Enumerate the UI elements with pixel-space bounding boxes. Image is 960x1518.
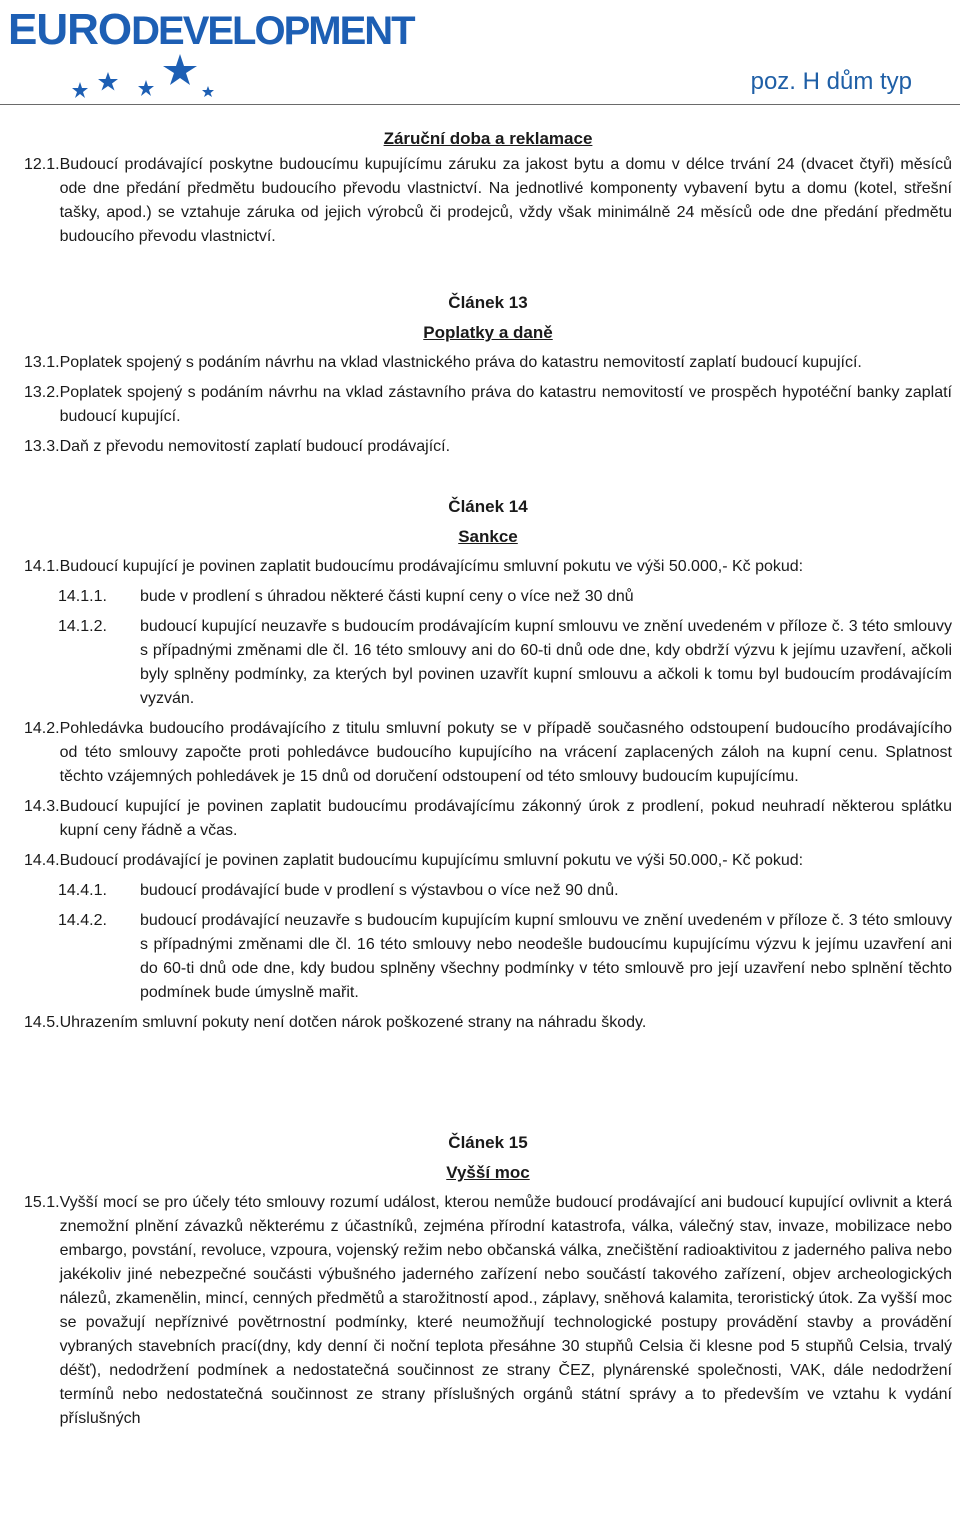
section-title-warranty: Záruční doba a reklamace (383, 129, 593, 148)
clause-14-1-2 (58, 615, 952, 711)
article-14-heading: Článek 14 (448, 497, 528, 516)
clause-12-1 (24, 153, 952, 249)
clause-text: Poplatek spojený s podáním návrhu na vklad vlastnického práva do katastru nemovitostí zaplatí budoucí kupující. (59, 354, 862, 371)
clause-text: Uhrazením smluvní pokuty není dotčen nárok poškozené strany na náhradu škody. (59, 1014, 647, 1031)
stars-icon (68, 52, 248, 102)
clause-14-1-1 (58, 585, 952, 609)
clause-14-3 (24, 795, 952, 843)
logo-euro: EURO (8, 5, 132, 54)
clause-number: 14.1.1. (58, 588, 107, 605)
clause-number: 14.2. (24, 720, 60, 737)
clause-15-1 (24, 1191, 952, 1431)
logo-wordmark (8, 6, 414, 55)
clause-13-3 (24, 435, 952, 459)
clause-13-2 (24, 381, 952, 429)
clause-text: Daň z převodu nemovitostí zaplatí budoucí prodávající. (59, 438, 451, 455)
clause-number: 12.1. (24, 156, 60, 173)
clause-number: 13.2. (24, 384, 60, 401)
clause-number: 14.4.1. (58, 882, 107, 899)
clause-text: Vyšší mocí se pro účely této smlouvy rozumí událost, kterou nemůže budoucí prodávající ani budoucí kupující ovlivnit a která znemožní plnění závazků některému z účastníků, zejména přírodní katastrofa, válka, válečný stav, invaze, mobilizace nebo embargo, povstání, revoluce, vzpoura, vojenský režim nebo občanská válka, znečištění radioaktivitou z jaderného paliva nebo jakékoliv jiné nebezpečné součásti výbušného jaderného zařízení nebo součástí takového zařízení, objev archeologických nálezů, zkamenělin, mincí, cenných předmětů a starožitností apod., záplavy, sněhová kalamita, teroristický útok. Za vyšší moc se považují nepříznivé povětrnostní podmínky, které neumožňují technologické postupy provádění stavby a provádění vybraných stavebních prací(dny, kdy denní či noční teplota přesáhne 30 stupňů Celsia či klesne pod 5 stupňů Celsia, trvalý déšť), nedodržení podmínek a nedostatečná součinnost ze strany ČEZ, plynárenské společnosti, VAK, dále nedodržení termínů nebo nedostatečná součinnost ze strany příslušných orgánů státní správy a to především ve vztahu k vydání příslušných (59, 1194, 952, 1427)
clause-number: 14.3. (24, 798, 60, 815)
clause-13-1 (24, 351, 952, 375)
clause-text: Budoucí kupující je povinen zaplatit budoucímu prodávajícímu smluvní pokutu ve výši 50.000,- Kč pokud: (59, 558, 804, 575)
page-header (0, 0, 960, 108)
article-13-title: Poplatky a daně (423, 323, 553, 342)
article-15-title: Vyšší moc (446, 1163, 530, 1182)
clause-number: 14.4. (24, 852, 60, 869)
clause-text: Poplatek spojený s podáním návrhu na vklad zástavního práva do katastru nemovitostí ve prospěch hypotéční banky zaplatí budoucí kupující. (59, 384, 952, 425)
company-logo (8, 5, 414, 102)
clause-text: Pohledávka budoucího prodávajícího z titulu smluvní pokuty se v případě současného odstoupení budoucího prodávajícího od této smlouvy započte proti pohledávce budoucího kupujícího na vrácení zaplacených záloh na kupní cenu. Splatnost těchto vzájemných pohledávek je 15 dnů od doručení odstoupení od této smlouvy budoucím kupujícímu. (59, 720, 952, 785)
clause-14-4-1 (58, 879, 952, 903)
clause-number: 14.4.2. (58, 912, 107, 929)
header-divider (0, 104, 960, 105)
document-body (24, 120, 952, 1431)
clause-text: bude v prodlení s úhradou některé části kupní ceny o více než 30 dnů (140, 588, 634, 605)
clause-text: Budoucí prodávající poskytne budoucímu kupujícímu záruku za jakost bytu a domu v délce trvání 24 (dvacet čtyři) měsíců ode dne předání předmětu budoucího převodu vlastnictví. Na jednotlivé komponenty vybavení bytu a domu (kotel, střešní tašky, apod.) se vztahuje záruka od jejich výrobců či prodejců, vždy však minimálně 24 měsíců ode dne předání předmětu budoucího převodu vlastnictví. (59, 156, 952, 245)
clause-text: Budoucí kupující je povinen zaplatit budoucímu prodávajícímu zákonný úrok z prodlení, pokud neuhradí některou splátku kupní ceny řádně a včas. (59, 798, 952, 839)
clause-number: 15.1. (24, 1194, 60, 1211)
clause-14-5 (24, 1011, 952, 1035)
clause-number: 14.5. (24, 1014, 60, 1031)
document-label: poz. H dům typ (750, 68, 912, 95)
clause-text: budoucí prodávající bude v prodlení s výstavbou o více než 90 dnů. (140, 882, 619, 899)
clause-text: budoucí prodávající neuzavře s budoucím kupujícím kupní smlouvu ve znění uvedeném v příloze č. 3 této smlouvy s případnými změnami dle čl. 16 této smlouvy nebo neodešle budoucímu kupujícímu výzvu k jejímu uzavření ani do 60-ti dnů ode dne, kdy budou splněny všechny podmínky v této smlouvě pro její uzavření nebo splnění těchto podmínek bude úmyslně mařit. (140, 912, 952, 1001)
clause-14-1 (24, 555, 952, 579)
article-14-title: Sankce (458, 527, 518, 546)
clause-number: 13.1. (24, 354, 60, 371)
clause-number: 14.1. (24, 558, 60, 575)
clause-text: Budoucí prodávající je povinen zaplatit budoucímu kupujícímu smluvní pokutu ve výši 50.000,- Kč pokud: (59, 852, 804, 869)
article-13-heading: Článek 13 (448, 293, 528, 312)
clause-number: 14.1.2. (58, 618, 107, 635)
clause-14-4 (24, 849, 952, 873)
clause-14-2 (24, 717, 952, 789)
clause-14-4-2 (58, 909, 952, 1005)
article-15-heading: Článek 15 (448, 1133, 528, 1152)
clause-number: 13.3. (24, 438, 60, 455)
clause-text: budoucí kupující neuzavře s budoucím prodávajícím kupní smlouvu ve znění uvedeném v příloze č. 3 této smlouvy s případnými změnami dle čl. 16 této smlouvy ani do 60-ti dnů ode dne, kdy obdrží výzvu k jejímu uzavření, ačkoli byly splněny podmínky, za kterých byl povinen uzavřít kupní smlouvu a ačkoli k tomu byl budoucím prodávajícím vyzván. (140, 618, 952, 707)
logo-development: DEVELOPMENT (131, 9, 414, 53)
